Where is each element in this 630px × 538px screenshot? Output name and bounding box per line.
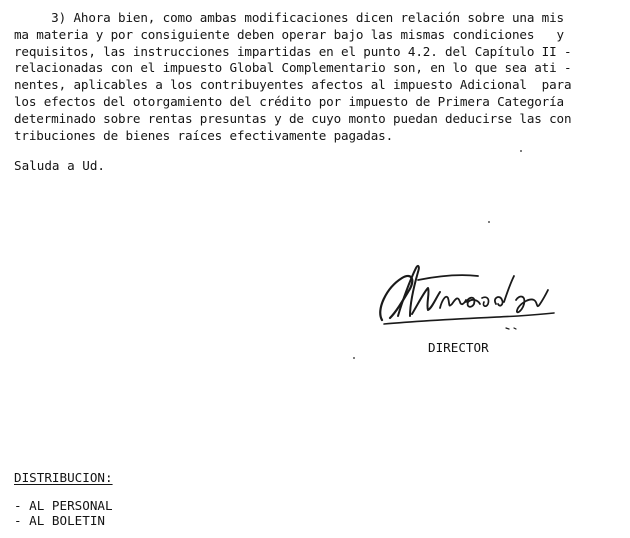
distribution-item: - AL PERSONAL (14, 497, 113, 513)
paragraph-line: los efectos del otorgamiento del crédito por impuesto de Primera Categoría (14, 93, 564, 109)
distribution-block (14, 470, 113, 529)
distribution-heading: DISTRIBUCION: (14, 470, 113, 485)
paragraph-line: requisitos, las instrucciones impartidas en el punto 4.2. del Capítulo II - (14, 43, 572, 59)
signature-image (368, 258, 563, 338)
body-paragraph (14, 10, 624, 144)
paragraph-line: nentes, aplicables a los contribuyentes afectos al impuesto Adicional para (14, 77, 572, 93)
scan-speck (488, 221, 490, 223)
scan-speck (353, 357, 355, 359)
paragraph-line: tribuciones de bienes raíces efectivamente pagadas. (14, 127, 394, 143)
paragraph-line: relacionadas con el impuesto Global Complementario son, en lo que sea ati - (14, 60, 572, 76)
paragraph-line: determinado sobre rentas presuntas y de cuyo monto puedan deducirse las con (14, 110, 572, 126)
handwritten-signature (368, 258, 563, 338)
paragraph-line: ma materia y por consiguiente deben operar bajo las mismas condiciones y (14, 26, 564, 42)
distribution-item: - AL BOLETIN (14, 513, 105, 529)
scan-speck (520, 150, 522, 152)
paragraph-line: 3) Ahora bien, como ambas modificaciones dicen relación sobre una mis (14, 10, 564, 25)
signer-title: DIRECTOR (428, 340, 489, 355)
greeting: Saluda a Ud. (14, 158, 105, 173)
distribution-list (14, 498, 113, 529)
